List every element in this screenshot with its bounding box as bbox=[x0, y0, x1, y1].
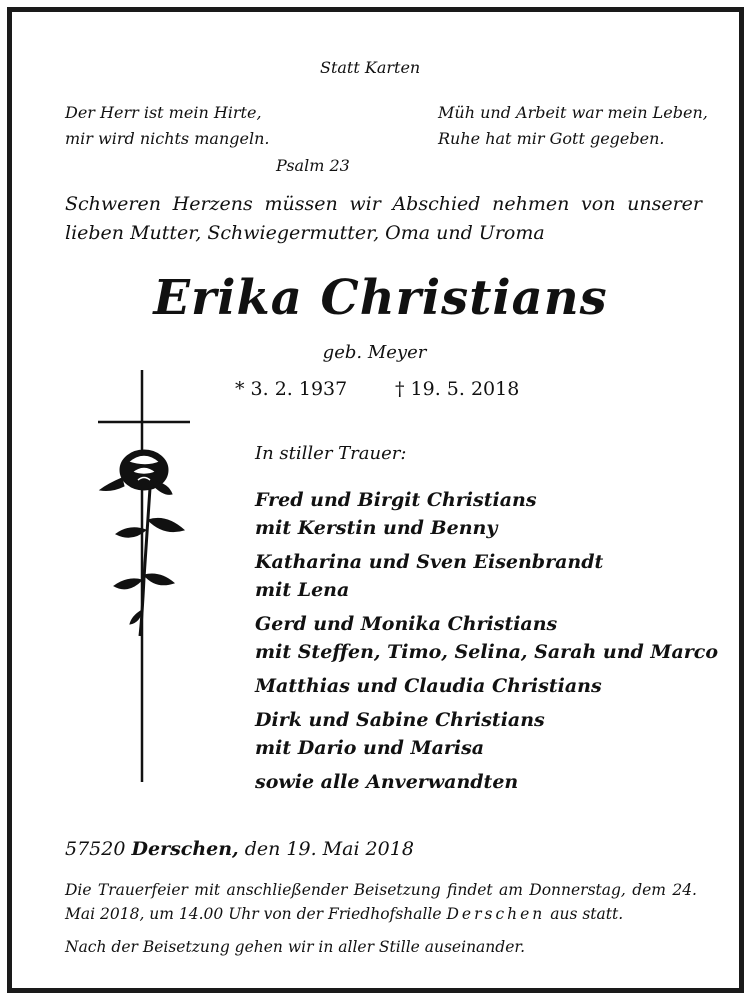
psalm-verse-line-1: Der Herr ist mein Hirte, bbox=[65, 103, 262, 122]
death-date: † 19. 5. 2018 bbox=[395, 378, 520, 400]
obituary-frame bbox=[7, 7, 744, 993]
maiden-name: geb. Meyer bbox=[322, 342, 427, 363]
funeral-notice bbox=[65, 878, 697, 926]
psalm-verse-line-2: mir wird nichts mangeln. bbox=[65, 129, 270, 148]
mourner-group bbox=[255, 768, 718, 796]
closing-text: Nach der Beisetzung gehen wir in aller Stille auseinander. bbox=[65, 938, 525, 956]
mourner-line: Matthias und Claudia Christians bbox=[255, 675, 602, 697]
mourner-line: sowie alle Anverwandten bbox=[255, 771, 519, 793]
deceased-name: Erika Christians bbox=[153, 270, 608, 326]
mourners-label: In stiller Trauer: bbox=[255, 443, 407, 464]
birth-date: * 3. 2. 1937 bbox=[235, 378, 348, 400]
cross-rose-icon bbox=[92, 370, 202, 790]
mourner-line: Fred und Birgit Christians bbox=[255, 489, 537, 511]
obituary-notice bbox=[12, 12, 739, 988]
notice-date: den 19. Mai 2018 bbox=[244, 838, 414, 860]
mourner-group bbox=[255, 486, 718, 542]
mourner-line: mit Dario und Marisa bbox=[255, 737, 485, 759]
statt-karten-heading: Statt Karten bbox=[320, 58, 421, 77]
mourner-line: mit Lena bbox=[255, 579, 350, 601]
mourners-list bbox=[255, 486, 718, 802]
mourner-line: mit Kerstin und Benny bbox=[255, 517, 498, 539]
zip-code: 57520 bbox=[65, 838, 126, 860]
life-verse bbox=[438, 100, 708, 152]
funeral-notice-text: Die Trauerfeier mit anschließender Beisetzung findet am Donnerstag, dem 24. Mai 2018, um 14.00 Uhr von der Friedhofshalle bbox=[65, 881, 697, 923]
psalm-source: Psalm 23 bbox=[276, 156, 350, 175]
mourner-group bbox=[255, 548, 718, 604]
life-verse-line-1: Müh und Arbeit war mein Leben, bbox=[438, 103, 708, 122]
town-name: Derschen, bbox=[131, 838, 239, 860]
intro-text: Schweren Herzens müssen wir Abschied nehmen von unserer lieben Mutter, Schwiegermutter, Oma und Uroma bbox=[65, 193, 702, 244]
funeral-town: Derschen bbox=[446, 905, 546, 923]
mourner-group bbox=[255, 610, 718, 666]
place-and-date bbox=[65, 838, 414, 860]
mourner-line: Katharina und Sven Eisenbrandt bbox=[255, 551, 604, 573]
funeral-notice-end: aus statt. bbox=[550, 905, 624, 923]
life-verse-line-2: Ruhe hat mir Gott gegeben. bbox=[438, 129, 665, 148]
psalm-verse bbox=[65, 100, 269, 152]
mourner-line: Dirk und Sabine Christians bbox=[255, 709, 545, 731]
mourner-line: Gerd und Monika Christians bbox=[255, 613, 558, 635]
mourner-group bbox=[255, 672, 718, 700]
mourner-line: mit Steffen, Timo, Selina, Sarah und Marco bbox=[255, 641, 719, 663]
mourner-group bbox=[255, 706, 718, 762]
